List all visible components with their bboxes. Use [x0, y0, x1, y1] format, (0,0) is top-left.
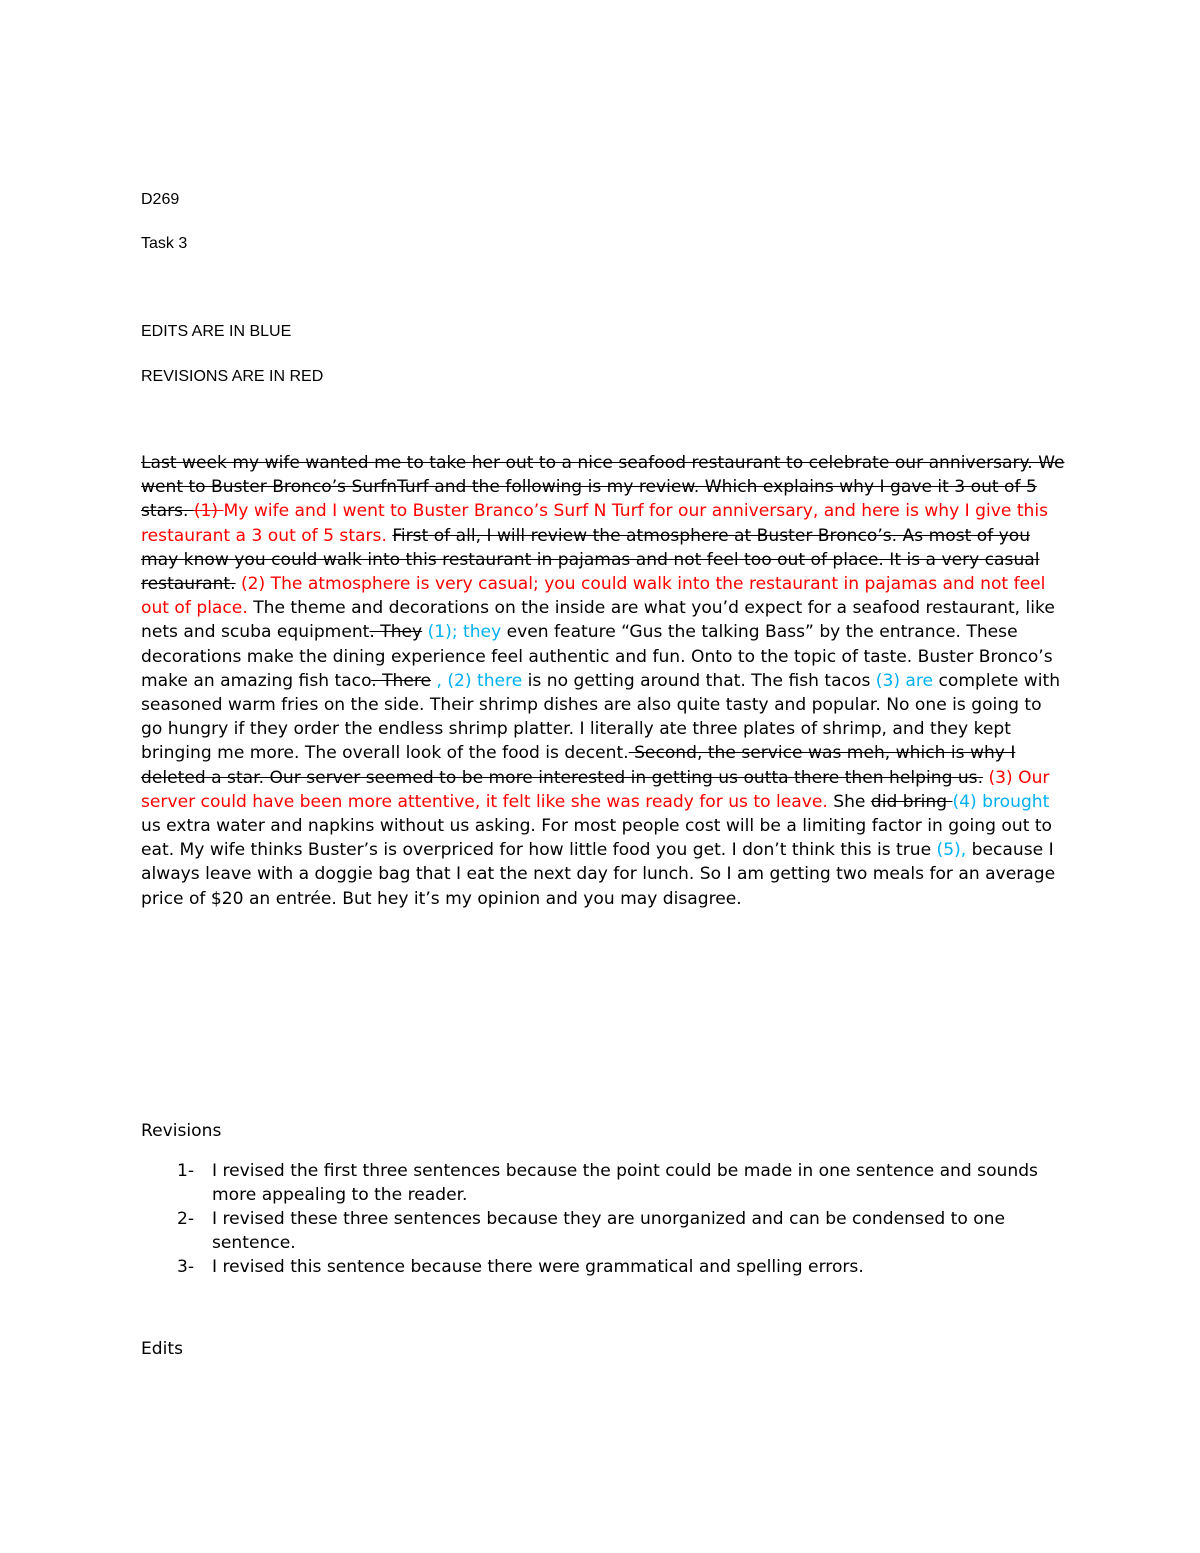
list-number: 2- — [177, 1209, 195, 1230]
revision-text: (2) The atmosphere is very casual; you could walk into the restaurant in pajamas and not feel out of place. — [141, 574, 1046, 619]
revision-text: My wife and I went to Buster Branco’s Surf N Turf for our anniversary, and here is why I give this restaurant a 3 out of 5 stars. — [141, 501, 1049, 546]
review-paragraph — [141, 451, 1066, 911]
deleted-text: Last week my wife wanted me to take her out to a nice seafood restaurant to celebrate our anniversary. We went to Buster Bronco’s SurfnTurf and the following is my review. Which explains why I gave it 3 out of 5 stars. — [141, 453, 1065, 522]
list-number: 1- — [177, 1161, 195, 1181]
revision-text: (3) Our server could have been more attentive, it felt like she was ready for us to leave. — [141, 767, 1050, 812]
edit-text: (5), — [936, 840, 967, 861]
original-text: complete with seasoned warm fries on the side. Their shrimp dishes are also quite tasty and popular. No one is going to go hungry if they order the endless shrimp platter. I literally ate three plates of shrimp, and they kept bringing me more. The overall look of the food is decent. — [141, 670, 1061, 764]
list-text: I revised these three sentences because they are unorganized and can be condensed to one sentence. — [212, 1209, 1006, 1254]
list-item — [141, 1207, 1066, 1255]
course-code: D269 — [141, 191, 180, 208]
edit-text: (3) are — [875, 670, 934, 691]
legend-edits: EDITS ARE IN BLUE — [141, 323, 292, 340]
edit-text: (4) brought — [952, 791, 1050, 812]
revisions-heading: Revisions — [141, 1121, 222, 1141]
edits-heading: Edits — [141, 1339, 184, 1359]
deleted-text: First of all, I will review the atmosphere at Buster Bronco’s. As most of you may know you could walk into this restaurant in pajamas and not feel too out of place. It is a very casual restaurant. — [141, 525, 1040, 595]
deleted-text: did bring — [870, 791, 953, 812]
revision-marker: (1) — [193, 501, 224, 522]
task-label: Task 3 — [141, 235, 188, 252]
legend-revisions: REVISIONS ARE IN RED — [141, 368, 324, 385]
list-text: I revised this sentence because there were grammatical and spelling errors. — [212, 1257, 864, 1278]
list-number: 3- — [177, 1257, 195, 1278]
original-text: us extra water and napkins without us asking. For most people cost will be a limiting factor in going out to eat. My wife thinks Buster’s is overpriced for how little food you get. I don’t think this is true — [141, 816, 1053, 861]
edit-text: , (2) there — [431, 670, 523, 691]
deleted-text: . There — [371, 670, 432, 691]
original-text: is no getting around that. The fish tacos — [522, 670, 876, 691]
deleted-text: . They — [369, 622, 423, 643]
edit-text: (1); they — [422, 622, 502, 643]
deleted-text: Second, the service was meh, which is why I deleted a star. Our server seemed to be more interested in getting us outta there then helping us. — [141, 743, 1016, 788]
list-text: I revised the first three sentences because the point could be made in one sentence and sounds more appealing to the reader. — [212, 1161, 1038, 1206]
list-item — [141, 1255, 1066, 1279]
revisions-list — [141, 1159, 1066, 1279]
original-text: even feature “Gus the talking Bass” by the entrance. These decorations make the dining experience feel authentic and fun. Onto to the topic of taste. Buster Bronco’s make an amazing fish taco — [141, 622, 1053, 691]
original-text: because I always leave with a doggie bag that I eat the next day for lunch. So I am getting two meals for an average price of $20 an entrée. But hey it’s my opinion and you may disagree. — [141, 840, 1056, 909]
original-text: The theme and decorations on the inside are what you’d expect for a seafood restaurant, like nets and scuba equipment — [141, 598, 1055, 643]
list-item — [141, 1159, 1066, 1207]
original-text: She — [827, 791, 871, 812]
